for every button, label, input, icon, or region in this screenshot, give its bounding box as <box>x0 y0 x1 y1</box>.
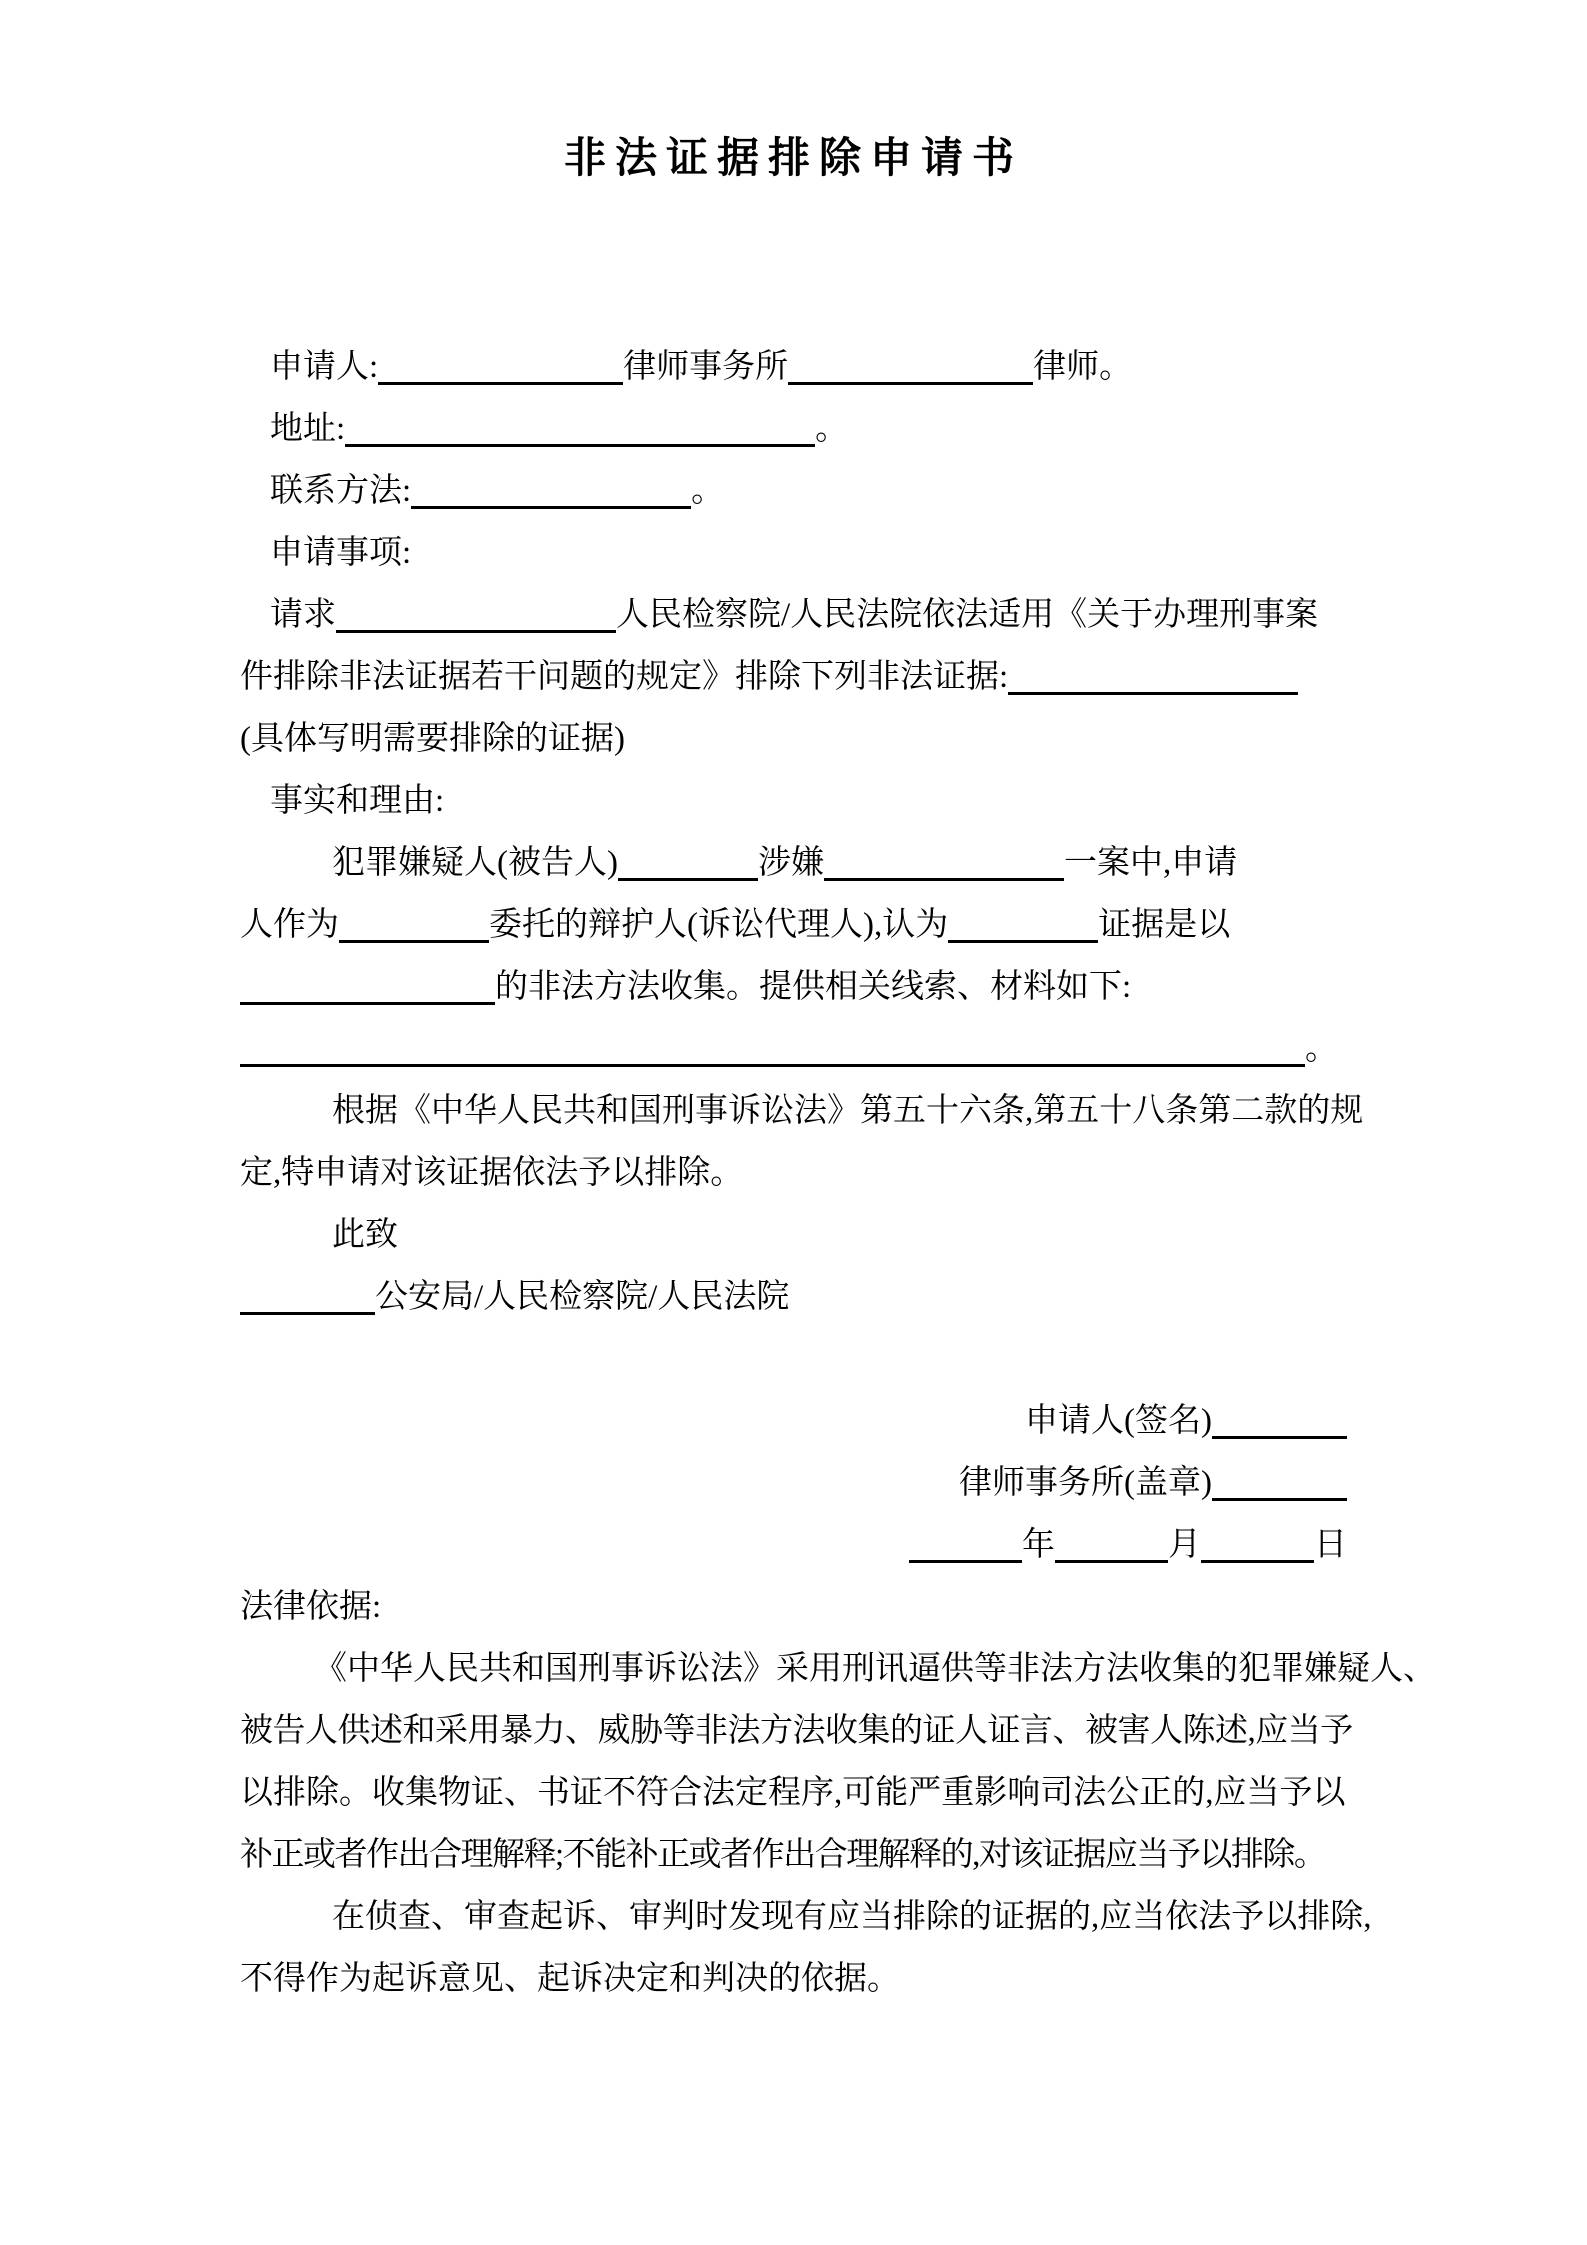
document-line <box>240 1948 1347 2010</box>
text-run: 人作为 <box>240 907 339 943</box>
text-run: 请求 <box>270 597 336 633</box>
document-line <box>240 1452 1347 1514</box>
blank-field <box>948 939 1098 943</box>
text-run: 律师。 <box>1033 349 1133 385</box>
document-line <box>240 646 1347 708</box>
text-run: 涉嫌 <box>757 845 824 881</box>
text-run: 一案中,申请 <box>1063 845 1238 881</box>
document-line <box>240 1266 1347 1328</box>
document-line <box>240 522 1347 584</box>
document-line <box>240 1018 1347 1080</box>
text-run: 申请事项: <box>270 535 412 571</box>
text-run: 此致 <box>332 1217 398 1253</box>
document-line <box>240 1886 1372 1948</box>
blank-field <box>1055 1559 1168 1563</box>
blank-field <box>378 381 623 385</box>
document-line <box>240 1328 1347 1390</box>
text-run: 联系方法: <box>270 473 412 509</box>
text-run: 年 <box>1022 1527 1055 1563</box>
document-line <box>240 1204 1347 1266</box>
text-run: 申请人(签名) <box>1025 1403 1212 1439</box>
blank-field <box>240 1063 1305 1067</box>
text-run: 公安局/人民检察院/人民法院 <box>375 1279 790 1315</box>
text-run: 犯罪嫌疑人(被告人) <box>332 845 618 881</box>
blank-field <box>240 1311 375 1315</box>
document-line <box>240 1824 1347 1886</box>
document-body <box>240 336 1436 2010</box>
document-line <box>240 708 1347 770</box>
text-run: 根据《中华人民共和国刑事诉讼法》第五十六条,第五十八条第二款的规 <box>332 1093 1364 1129</box>
document-line <box>240 1638 1436 1700</box>
text-run: 。 <box>691 473 725 509</box>
document-line <box>240 956 1347 1018</box>
document-line <box>240 1762 1347 1824</box>
document-line <box>240 398 1347 460</box>
text-run: 律师事务所(盖章) <box>959 1465 1212 1501</box>
blank-field <box>240 1001 495 1005</box>
text-run: 律师事务所 <box>623 349 789 385</box>
text-run: 法律依据: <box>240 1589 382 1625</box>
text-run: 申请人: <box>270 349 379 385</box>
text-run: 人民检察院/人民法院依法适用《关于办理刑事案 <box>616 597 1319 633</box>
document-line <box>240 1700 1353 1762</box>
text-run: 不得作为起诉意见、起诉决定和判决的依据。 <box>240 1961 900 1997</box>
blank-field <box>1212 1497 1347 1501</box>
text-run: (具体写明需要排除的证据) <box>240 721 625 757</box>
blank-field <box>1201 1559 1314 1563</box>
document-line <box>240 1080 1364 1142</box>
blank-field <box>909 1559 1022 1563</box>
text-run: 委托的辩护人(诉讼代理人),认为 <box>489 907 949 943</box>
text-run: 日 <box>1314 1527 1347 1563</box>
document-line <box>240 336 1347 398</box>
text-run: 被告人供述和采用暴力、威胁等非法方法收集的证人证言、被害人陈述,应当予 <box>240 1713 1353 1749</box>
document-line <box>240 1514 1347 1576</box>
text-run: 以排除。收集物证、书证不符合法定程序,可能严重影响司法公正的,应当予以 <box>240 1775 1346 1811</box>
text-run: 月 <box>1168 1527 1201 1563</box>
text-run: 《中华人民共和国刑事诉讼法》采用刑讯逼供等非法方法收集的犯罪嫌疑人、 <box>314 1651 1436 1687</box>
blank-field <box>824 877 1064 881</box>
blank-field <box>339 939 489 943</box>
text-run: 定,特申请对该证据依法予以排除。 <box>240 1155 744 1191</box>
blank-field <box>345 443 815 447</box>
blank-field <box>411 505 691 509</box>
text-run: 。 <box>1305 1031 1338 1067</box>
document-line <box>240 584 1347 646</box>
blank-field <box>618 877 758 881</box>
text-run: 。 <box>815 411 849 447</box>
blank-field <box>336 629 616 633</box>
document-line <box>240 832 1347 894</box>
document-line <box>240 770 1347 832</box>
document-line <box>240 894 1347 956</box>
text-run: 补正或者作出合理解释;不能补正或者作出合理解释的,对该证据应当予以排除。 <box>240 1837 1326 1873</box>
blank-field <box>1008 691 1298 695</box>
text-run: 地址: <box>270 411 346 447</box>
document-title: 非法证据排除申请书 <box>563 136 1023 182</box>
text-run: 在侦查、审查起诉、审判时发现有应当排除的证据的,应当依法予以排除, <box>332 1899 1372 1935</box>
document-line <box>240 1142 1347 1204</box>
text-run: 件排除非法证据若干问题的规定》排除下列非法证据: <box>240 659 1009 695</box>
blank-field <box>788 381 1033 385</box>
text-run: 的非法方法收集。提供相关线索、材料如下: <box>495 969 1132 1005</box>
text-run: 事实和理由: <box>270 783 445 819</box>
text-run: 证据是以 <box>1098 907 1231 943</box>
blank-field <box>1212 1435 1347 1439</box>
document-line <box>240 460 1347 522</box>
document-line <box>240 1576 1347 1638</box>
document-line <box>240 1390 1347 1452</box>
